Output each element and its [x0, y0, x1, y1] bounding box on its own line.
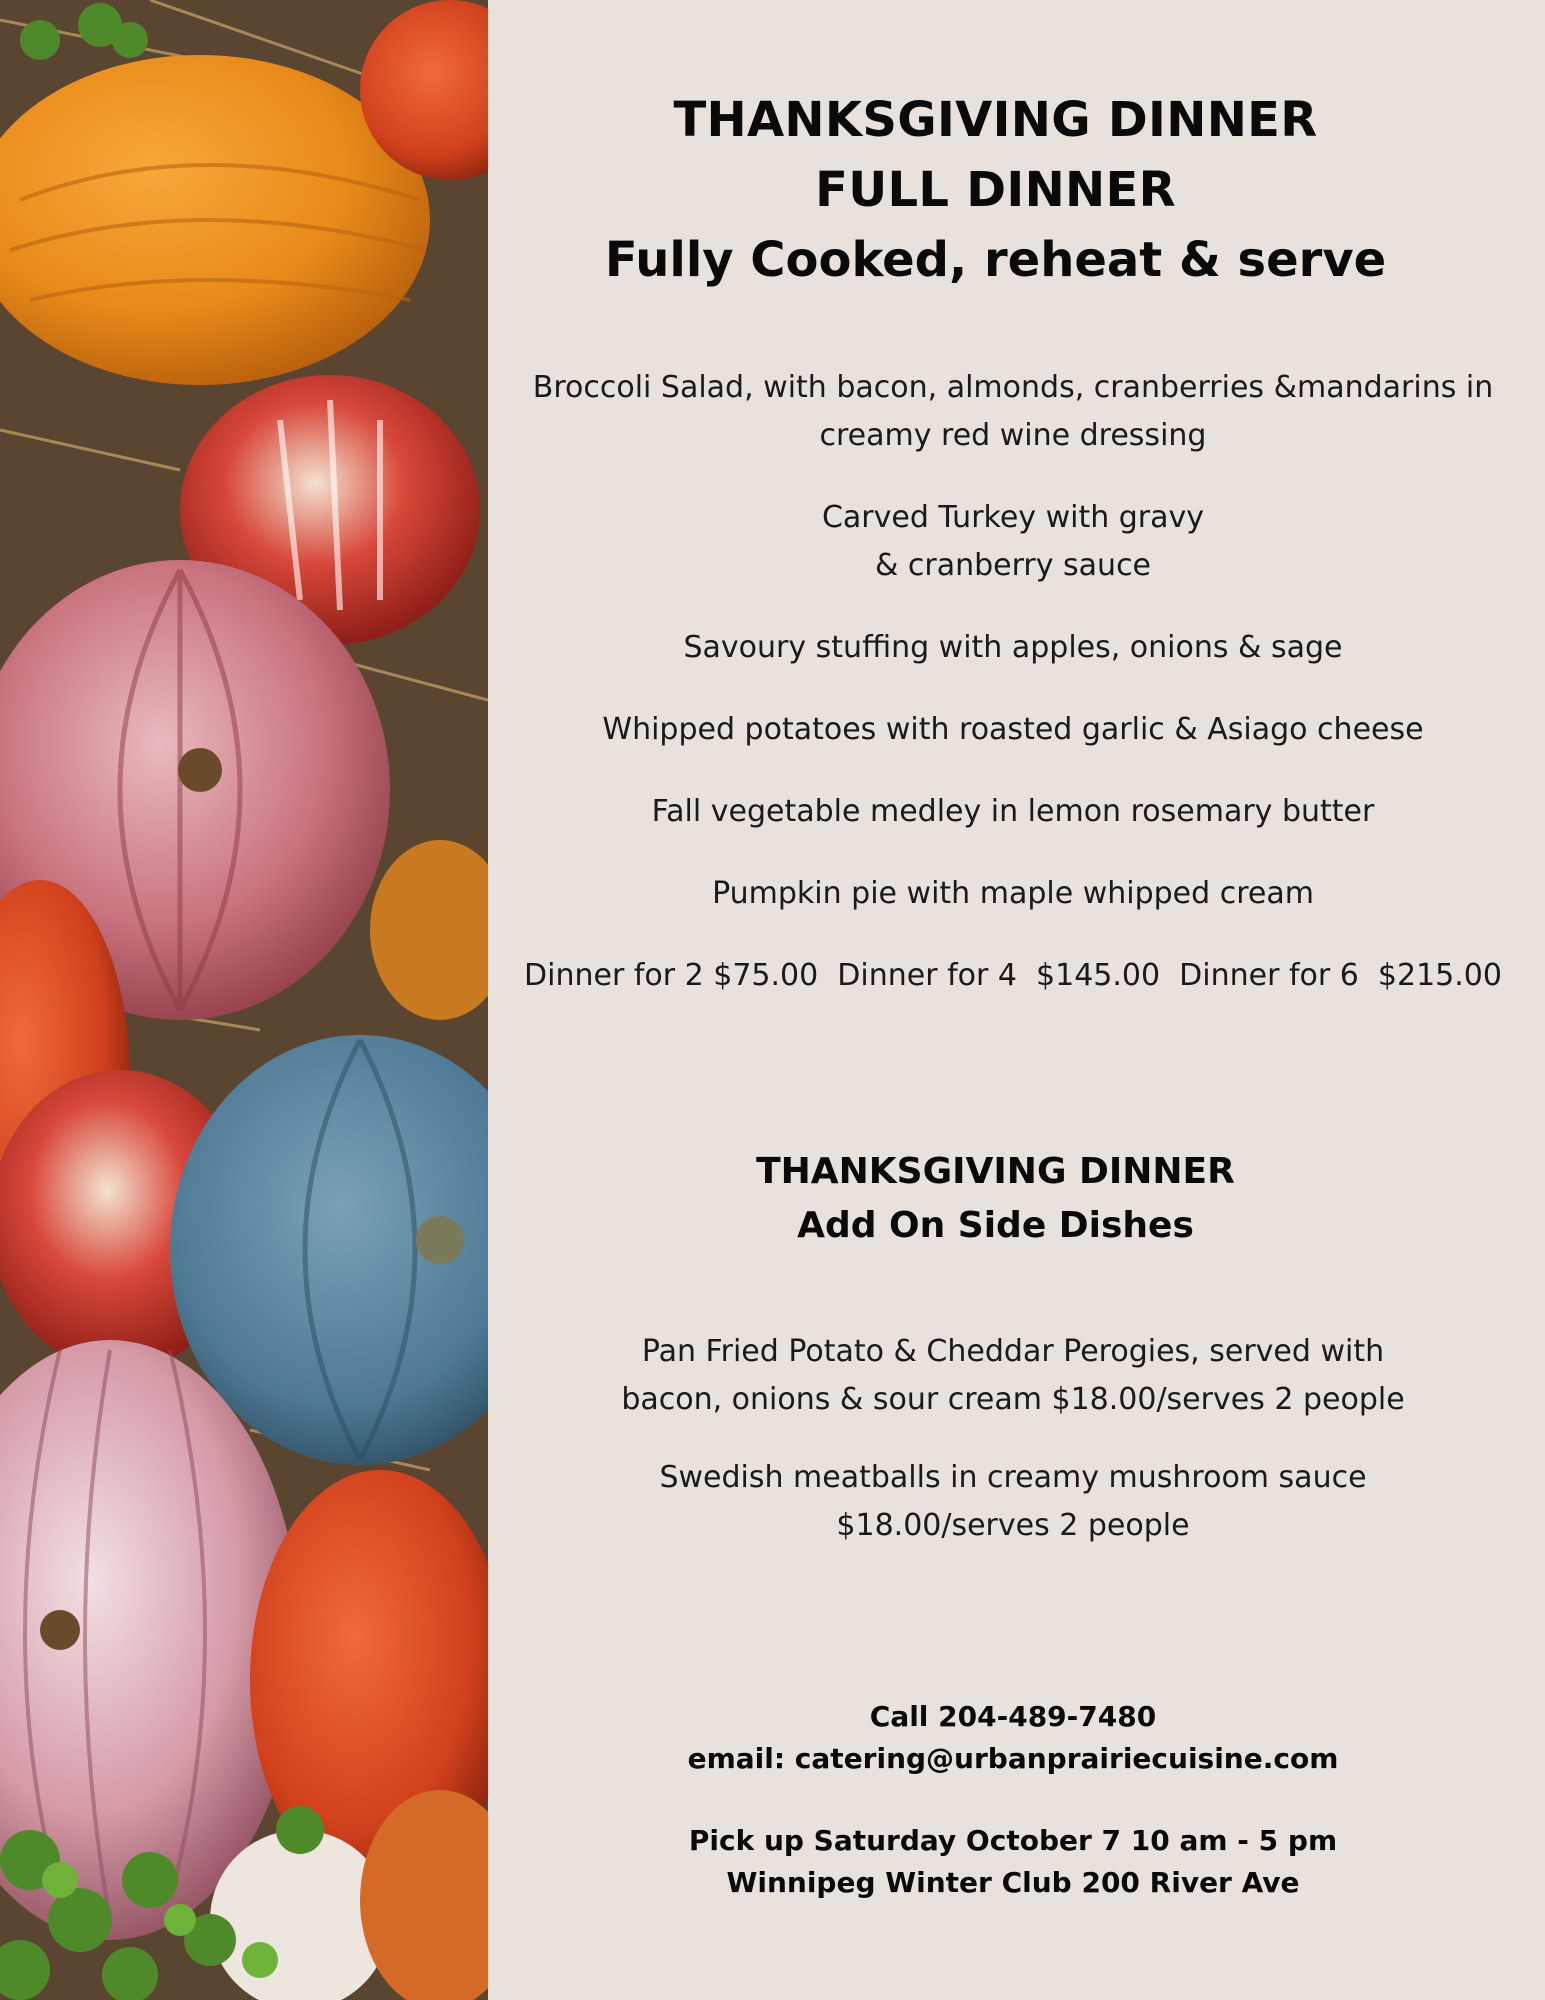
contact-block: [488, 1696, 1538, 1904]
email-text: email: catering@urbanprairiecuisine.com: [687, 1742, 1339, 1775]
menu-item-line: Whipped potatoes with roasted garlic & Asiago cheese: [602, 712, 1424, 747]
title-line-3: Fully Cooked, reheat & serve: [604, 232, 1387, 288]
menu-item-line: Savoury stuffing with apples, onions & sage: [683, 630, 1343, 665]
title-line-2: FULL DINNER: [815, 162, 1176, 218]
menu-item: [488, 706, 1538, 754]
pickup-text: Pick up Saturday October 7 10 am - 5 pm: [688, 1824, 1338, 1857]
main-title: [488, 85, 1503, 295]
location-text: Winnipeg Winter Club 200 River Ave: [726, 1866, 1300, 1899]
menu-item-line: & cranberry sauce: [874, 548, 1152, 583]
title-line-1: THANKSGIVING DINNER: [673, 92, 1318, 148]
phone-text: Call 204-489-7480: [869, 1700, 1157, 1733]
menu-item: [488, 364, 1538, 460]
addons-title-line-1: THANKSGIVING DINNER: [756, 1151, 1235, 1192]
addon-item-line: $18.00/serves 2 people: [836, 1508, 1190, 1543]
addons-title-line-2: Add On Side Dishes: [797, 1205, 1194, 1246]
addon-item-line: Pan Fried Potato & Cheddar Perogies, served with: [641, 1334, 1385, 1369]
menu-item: [488, 788, 1538, 836]
addons-title: [488, 1145, 1503, 1253]
addon-item: [488, 1328, 1538, 1424]
menu-item: [488, 624, 1538, 672]
menu-item-line: Broccoli Salad, with bacon, almonds, cranberries &mandarins in: [532, 370, 1494, 405]
addon-item-line: bacon, onions & sour cream $18.00/serves 2 people: [621, 1382, 1405, 1417]
menu-item-line: creamy red wine dressing: [819, 418, 1207, 453]
menu-item-line: Fall vegetable medley in lemon rosemary butter: [651, 794, 1375, 829]
addon-item-line: Swedish meatballs in creamy mushroom sauce: [659, 1460, 1367, 1495]
menu-content: [488, 0, 1545, 2000]
pricing-line: Dinner for 2 $75.00 Dinner for 4 $145.00 Dinner for 6 $215.00: [524, 958, 1502, 993]
menu-item: [488, 870, 1538, 918]
menu-list: [488, 364, 1538, 1034]
menu-item: [488, 494, 1538, 590]
menu-item-line: Pumpkin pie with maple whipped cream: [712, 876, 1314, 911]
addons-list: [488, 1328, 1538, 1580]
pumpkin-photo: [0, 0, 488, 2000]
menu-item-line: Carved Turkey with gravy: [821, 500, 1205, 535]
addon-item: [488, 1454, 1538, 1550]
